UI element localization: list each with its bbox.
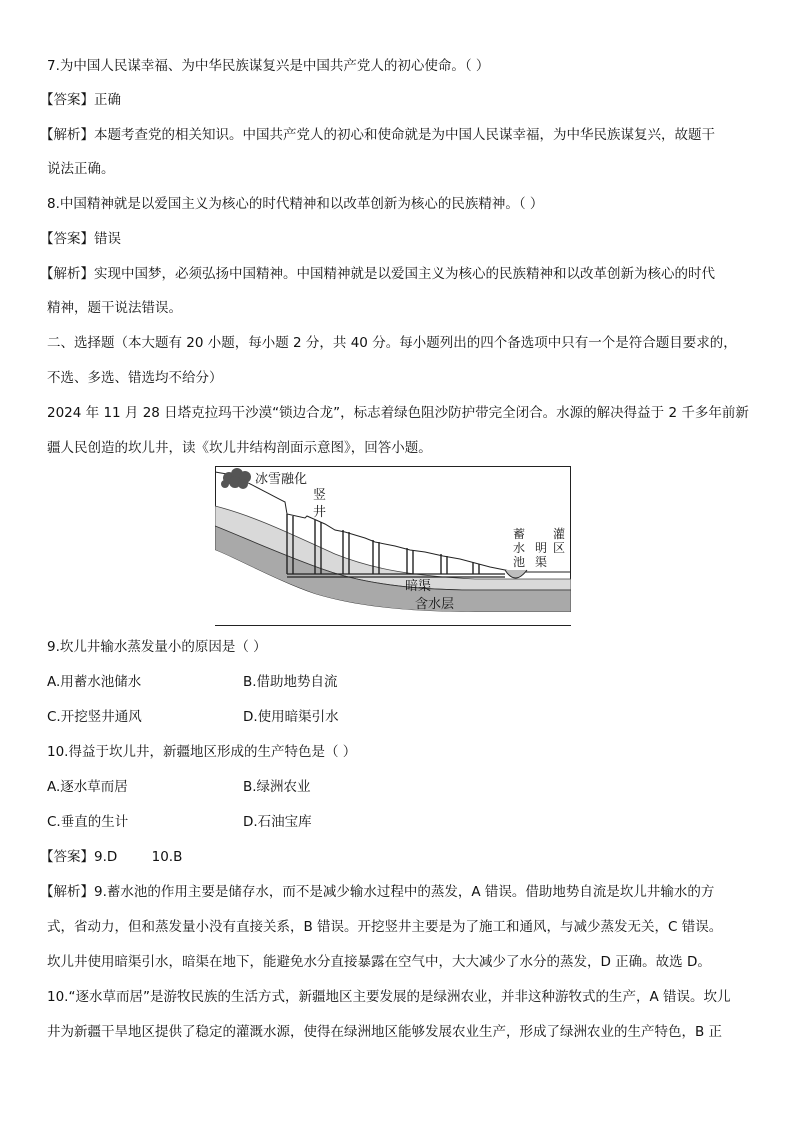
answers-line	[40, 847, 182, 867]
answer-tag: 【答案】	[40, 231, 94, 247]
analysis-line-1	[40, 882, 714, 902]
snow-melt-icon	[221, 468, 251, 489]
q7-stem: 7.为中国人民谋幸福、为中华民族谋复兴是中国共产党人的初心使命。（ ）	[47, 58, 490, 74]
label-channel-1: 明	[535, 541, 548, 555]
q10-stem: 10.得益于坎儿井，新疆地区形成的生产特色是（ ）	[47, 744, 357, 760]
analysis-line-3: 坎儿井使用暗渠引水，暗渠在地下，能避免水分直接暴露在空气中，大大减少了水分的蒸发，D 正确。故选 D。	[47, 954, 711, 970]
label-underground-channel: 暗渠	[405, 579, 432, 594]
storage-pool-shape	[505, 570, 527, 578]
q7-analysis-line-1	[40, 125, 715, 145]
label-aquifer: 含水层	[415, 597, 455, 612]
label-irrig-1: 灌	[553, 527, 566, 541]
q8-analysis-text-1: 实现中国梦，必须弘扬中国精神。中国精神就是以爱国主义为核心的民族精神和以改革创新为核心的时代	[94, 266, 715, 282]
analysis-line-4: 10.“逐水草而居”是游牧民族的生活方式，新疆地区主要发展的是绿洲农业，并非这种游牧式的生产，A 错误。坎儿	[47, 989, 731, 1005]
q9-option-c: C.开挖竖井通风	[47, 709, 142, 725]
q8-analysis-line-2: 精神，题干说法错误。	[47, 300, 182, 316]
q9-option-a: A.用蓄水池储水	[47, 674, 142, 690]
q7-analysis-line-2: 说法正确。	[47, 161, 115, 177]
label-pool-2: 水	[513, 541, 526, 555]
q10-option-c: C.垂直的生计	[47, 814, 129, 830]
q9-stem: 9.坎儿井输水蒸发量小的原因是（ ）	[47, 639, 267, 655]
analysis-tag: 【解析】	[40, 127, 94, 143]
q8-answer	[40, 229, 121, 249]
material-line-1: 2024 年 11 月 28 日塔克拉玛干沙漠“锁边合龙”，标志着绿色阻沙防护带完全闭合。水源的解决得益于 2 千多年前新	[47, 405, 749, 421]
analysis-tag: 【解析】	[40, 884, 94, 900]
label-pool-3: 池	[513, 555, 526, 569]
answers-text: 9.D 10.B	[94, 849, 183, 865]
label-shaft-1: 竖	[313, 488, 327, 503]
q10-option-a: A.逐水草而居	[47, 779, 128, 795]
section2-heading-line-1: 二、选择题（本大题有 20 小题，每小题 2 分，共 40 分。每小题列出的四个备选项中只有一个是符合题目要求的，	[47, 335, 737, 351]
label-pool-1: 蓄	[513, 527, 526, 541]
section2-heading-line-2: 不选、多选、错选均不给分）	[47, 370, 223, 386]
q7-answer-text: 正确	[94, 92, 121, 108]
answer-tag: 【答案】	[40, 849, 94, 865]
q10-option-d: D.石油宝库	[243, 814, 312, 830]
q9-option-d: D.使用暗渠引水	[243, 709, 339, 725]
karez-diagram	[215, 466, 571, 626]
label-irrig-2: 区	[553, 541, 566, 555]
q8-stem: 8.中国精神就是以爱国主义为核心的时代精神和以改革创新为核心的民族精神。（ ）	[47, 196, 544, 212]
q8-answer-text: 错误	[94, 231, 121, 247]
karez-svg	[215, 466, 571, 626]
analysis-tag: 【解析】	[40, 266, 94, 282]
analysis-line-2: 式，省动力，但和蒸发量小没有直接关系，B 错误。开挖竖井主要是为了施工和通风，与减少蒸发无关，C 错误。	[47, 919, 723, 935]
answer-tag: 【答案】	[40, 92, 94, 108]
analysis-line-5: 井为新疆干旱地区提供了稳定的灌溉水源，使得在绿洲地区能够发展农业生产，形成了绿洲农业的生产特色，B 正	[47, 1024, 723, 1040]
label-channel-2: 渠	[535, 555, 548, 569]
label-shaft-2: 井	[313, 505, 327, 520]
q7-answer	[40, 90, 121, 110]
q7-analysis-text-1: 本题考查党的相关知识。中国共产党人的初心和使命就是为中国人民谋幸福，为中华民族谋复兴，故题干	[94, 127, 715, 143]
material-line-2: 疆人民创造的坎儿井，读《坎儿井结构剖面示意图》，回答小题。	[47, 440, 432, 456]
label-snow-melt: 冰雪融化	[255, 472, 308, 487]
q8-analysis-line-1	[40, 264, 715, 284]
q9-option-b: B.借助地势自流	[243, 674, 338, 690]
analysis-text-1: 9.蓄水池的作用主要是储存水，而不是减少输水过程中的蒸发，A 错误。借助地势自流是坎儿井输水的方	[94, 884, 715, 900]
q10-option-b: B.绿洲农业	[243, 779, 311, 795]
